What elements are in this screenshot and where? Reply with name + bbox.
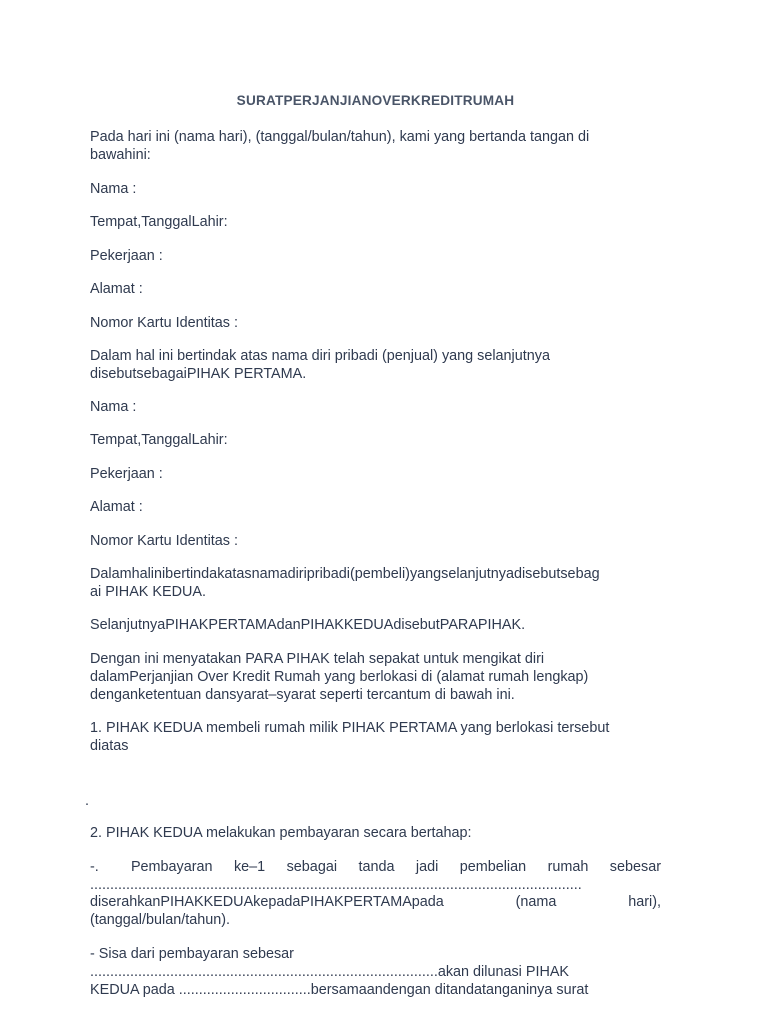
clause2-pay1-line-2: ...........................................................................................................................: [90, 877, 582, 893]
clause2-rest-line-2: .......................................................................................akan dilunasi PIHAK: [90, 964, 570, 980]
party2-birth-field: Tempat,TanggalLahir:: [90, 432, 228, 448]
party2-id-field: Nomor Kartu Identitas :: [90, 533, 238, 549]
clause2-pay1-line-3: diserahkanPIHAKKEDUAkepadaPIHAKPERTAMApada (nama hari),: [90, 894, 661, 910]
party1-desc-line-2: disebutsebagaiPIHAK PERTAMA.: [90, 366, 307, 382]
clause1-line-2: diatas: [90, 738, 129, 754]
opening-line-1: Pada hari ini (nama hari), (tanggal/bulan/tahun), kami yang bertanda tangan di: [90, 129, 590, 145]
party1-desc-line-1: Dalam hal ini bertindak atas nama diri pribadi (penjual) yang selanjutnya: [90, 348, 550, 364]
clause2-pay1-line-4: (tanggal/bulan/tahun).: [90, 912, 231, 928]
clause2-heading: 2. PIHAK KEDUA melakukan pembayaran secara bertahap:: [90, 825, 472, 841]
party2-desc-line-2: ai PIHAK KEDUA.: [90, 584, 206, 600]
clause2-rest-line-1: - Sisa dari pembayaran sebesar: [90, 946, 294, 962]
agreement-line-1: Dengan ini menyatakan PARA PIHAK telah sepakat untuk mengikat diri: [90, 651, 545, 667]
agreement-line-3: denganketentuan dansyarat–syarat seperti tercantum di bawah ini.: [90, 687, 515, 703]
clause2-rest-line-3: KEDUA pada .................................bersamaandengan ditandatanganinya surat: [90, 982, 589, 998]
clause2-pay1-line-1: -. Pembayaran ke–1 sebagai tanda jadi pembelian rumah sebesar: [90, 859, 661, 875]
party1-name-field: Nama :: [90, 181, 137, 197]
party1-birth-field: Tempat,TanggalLahir:: [90, 214, 228, 230]
document-title: SURATPERJANJIANOVERKREDITRUMAH: [236, 93, 515, 108]
clause1-line-1: 1. PIHAK KEDUA membeli rumah milik PIHAK PERTAMA yang berlokasi tersebut: [90, 720, 610, 736]
party1-address-field: Alamat :: [90, 281, 143, 297]
party1-id-field: Nomor Kartu Identitas :: [90, 315, 238, 331]
opening-line-2: bawahini:: [90, 147, 151, 163]
party2-address-field: Alamat :: [90, 499, 143, 515]
party2-job-field: Pekerjaan :: [90, 466, 163, 482]
party1-job-field: Pekerjaan :: [90, 248, 163, 264]
agreement-line-2: dalamPerjanjian Over Kredit Rumah yang berlokasi di (alamat rumah lengkap): [90, 669, 589, 685]
party2-name-field: Nama :: [90, 399, 137, 415]
party2-desc-line-1: Dalamhalinibertindakatasnamadiripribadi(pembeli)yangselanjutnyadisebutsebag: [90, 566, 600, 582]
para-pihak-line: SelanjutnyaPIHAKPERTAMAdanPIHAKKEDUAdisebutPARAPIHAK.: [90, 617, 526, 633]
stray-dot: .: [85, 793, 89, 809]
